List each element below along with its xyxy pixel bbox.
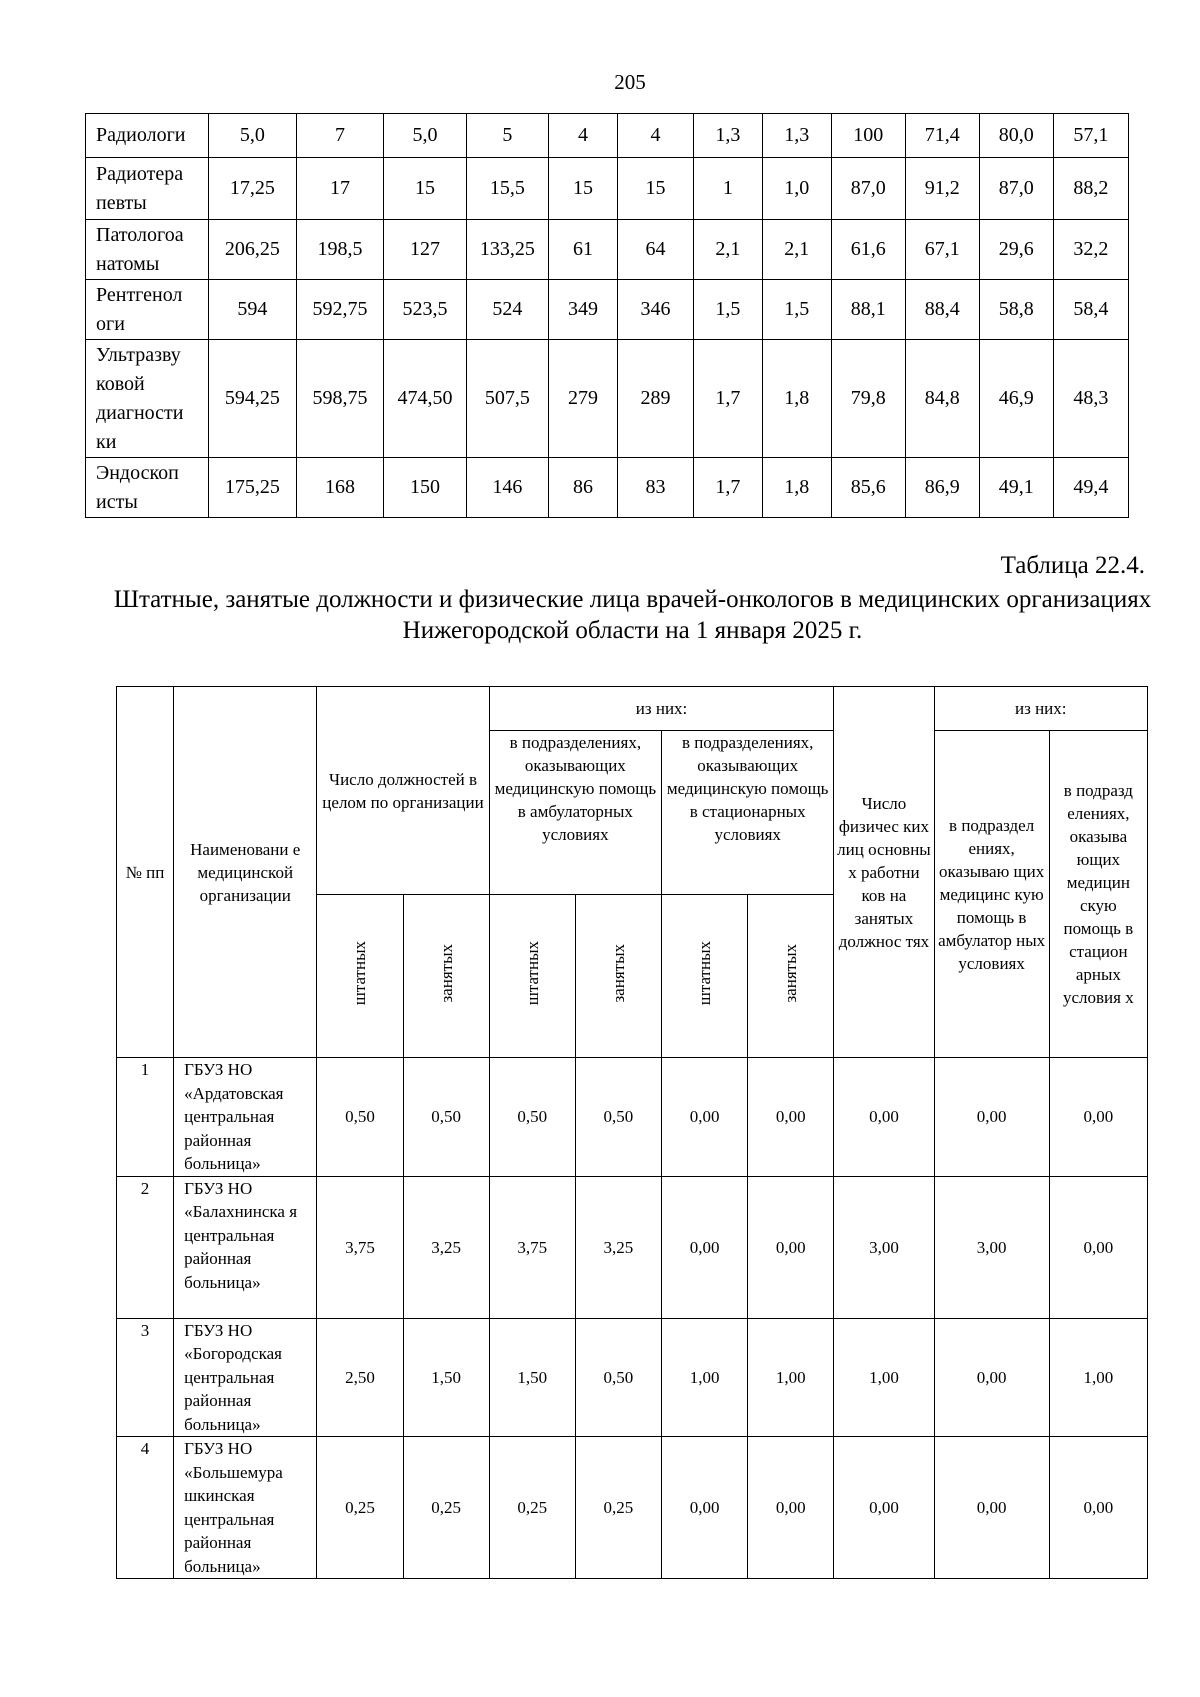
table-cell: 86 — [549, 458, 618, 518]
table-cell: 1,0 — [762, 158, 831, 220]
table-cell: 1,00 — [748, 1318, 834, 1437]
table-cell: 0,00 — [1049, 1437, 1147, 1579]
table-cell: 5,0 — [384, 114, 466, 158]
header-staff-ambulatory: штатных — [489, 895, 575, 1058]
header-phys-ambulatory: в подраздел ениях, оказываю щих медицинс кую помощь в амбулатор ных условиях — [934, 731, 1049, 1058]
row-label: Патологоа натомы — [86, 220, 209, 280]
table-row — [117, 1318, 1148, 1437]
table-cell: 15 — [617, 158, 693, 220]
header-num: № пп — [117, 687, 174, 1058]
table-cell: 0,00 — [662, 1437, 748, 1579]
table-cell: 48,3 — [1053, 340, 1128, 458]
table-cell: 3,75 — [489, 1176, 575, 1318]
table-cell: 598,75 — [296, 340, 384, 458]
header-of-them-persons: из них: — [934, 687, 1147, 731]
table-cell: 84,8 — [905, 340, 979, 458]
table-row — [117, 1058, 1148, 1177]
table-cell: 1,8 — [762, 340, 831, 458]
row-label: Радиологи — [86, 114, 209, 158]
table-cell: 146 — [466, 458, 548, 518]
table-cell: 88,1 — [831, 280, 905, 340]
table-cell: 0,00 — [1049, 1176, 1147, 1318]
table-cell: 0,50 — [403, 1058, 489, 1177]
table-cell: 80,0 — [979, 114, 1053, 158]
table-cell: 0,50 — [575, 1058, 661, 1177]
table-cell: 523,5 — [384, 280, 466, 340]
table-cell: 346 — [617, 280, 693, 340]
table-cell: 279 — [549, 340, 618, 458]
row-label: Эндоскоп исты — [86, 458, 209, 518]
table-caption: Таблица 22.4. — [1000, 552, 1145, 579]
table-cell: 67,1 — [905, 220, 979, 280]
table-cell: 0,25 — [403, 1437, 489, 1579]
table-cell: 3,00 — [934, 1176, 1049, 1318]
table-cell: 507,5 — [466, 340, 548, 458]
table-cell: 0,00 — [934, 1058, 1049, 1177]
table-cell: 206,25 — [209, 220, 297, 280]
table-cell: 0,00 — [934, 1318, 1049, 1437]
table-cell: 3,25 — [403, 1176, 489, 1318]
table-cell: 289 — [617, 340, 693, 458]
table-cell: 29,6 — [979, 220, 1053, 280]
table-cell: 87,0 — [979, 158, 1053, 220]
table-cell: 1,8 — [762, 458, 831, 518]
table-cell: 1,00 — [662, 1318, 748, 1437]
table-cell: 474,50 — [384, 340, 466, 458]
table-cell: 58,4 — [1053, 280, 1128, 340]
table-cell: 0,25 — [489, 1437, 575, 1579]
table-cell: 594,25 — [209, 340, 297, 458]
table-row — [86, 158, 1129, 220]
table-cell: 15,5 — [466, 158, 548, 220]
oncologists-table — [116, 686, 1148, 1579]
table-title: Штатные, занятые должности и физические лица врачей-онкологов в медицинских организациях Нижегородской области на 1 января 2025 г. — [113, 586, 1152, 644]
table-cell: 15 — [549, 158, 618, 220]
table-cell: 127 — [384, 220, 466, 280]
table-cell: 3,75 — [317, 1176, 403, 1318]
table-cell: 5,0 — [209, 114, 297, 158]
table-cell: 87,0 — [831, 158, 905, 220]
table-cell: 1,3 — [694, 114, 763, 158]
table-cell: 46,9 — [979, 340, 1053, 458]
table-cell: 86,9 — [905, 458, 979, 518]
table-cell: 524 — [466, 280, 548, 340]
table-cell: 3,00 — [834, 1176, 934, 1318]
table-cell: 0,00 — [748, 1437, 834, 1579]
header-positions-total: Число должностей в целом по организации — [317, 687, 489, 895]
header-phys-inpatient: в подразд елениях, оказыва ющих медицин скую помощь в стацион арных условия х — [1049, 731, 1147, 1058]
table-cell: 17,25 — [209, 158, 297, 220]
table-row — [117, 1437, 1148, 1579]
table-cell: 168 — [296, 458, 384, 518]
table-cell: 0,00 — [934, 1437, 1049, 1579]
table-cell: 133,25 — [466, 220, 548, 280]
table-cell: 4 — [549, 114, 618, 158]
table-cell: 0,25 — [575, 1437, 661, 1579]
table-cell: 49,1 — [979, 458, 1053, 518]
table-cell: 594 — [209, 280, 297, 340]
table-row — [117, 1176, 1148, 1318]
header-staff-total: штатных — [317, 895, 403, 1058]
table-cell: 1,3 — [762, 114, 831, 158]
table-cell: 0,00 — [748, 1058, 834, 1177]
table-cell: 49,4 — [1053, 458, 1128, 518]
table-cell: 1,5 — [762, 280, 831, 340]
table-cell: 2,50 — [317, 1318, 403, 1437]
header-occupied-inpatient: занятых — [748, 895, 834, 1058]
header-occupied-total: занятых — [403, 895, 489, 1058]
table-cell: 2,1 — [762, 220, 831, 280]
table-cell: 4 — [617, 114, 693, 158]
table-cell: 17 — [296, 158, 384, 220]
previous-table-continuation — [85, 113, 1129, 518]
table-cell: 1,50 — [489, 1318, 575, 1437]
table-cell: 88,4 — [905, 280, 979, 340]
table-cell: 0,00 — [834, 1437, 934, 1579]
table-cell: 1,00 — [1049, 1318, 1147, 1437]
organization-name: ГБУЗ НО «Богородская центральная районная больница» — [174, 1318, 317, 1437]
table-cell: 1,5 — [694, 280, 763, 340]
organization-name: ГБУЗ НО «Балахнинска я центральная районная больница» — [174, 1176, 317, 1318]
table-row — [86, 220, 1129, 280]
row-label: Радиотера певты — [86, 158, 209, 220]
table-cell: 0,50 — [489, 1058, 575, 1177]
table-cell: 64 — [617, 220, 693, 280]
table-row — [86, 340, 1129, 458]
table-cell: 57,1 — [1053, 114, 1128, 158]
header-of-them-positions: из них: — [489, 687, 834, 731]
table-row — [86, 458, 1129, 518]
row-number: 1 — [117, 1058, 174, 1177]
table-cell: 0,00 — [662, 1176, 748, 1318]
table-cell: 83 — [617, 458, 693, 518]
table-cell: 0,00 — [834, 1058, 934, 1177]
page-number: 205 — [614, 70, 646, 94]
table-cell: 1,00 — [834, 1318, 934, 1437]
organization-name: ГБУЗ НО «Большемура шкинская центральная районная больница» — [174, 1437, 317, 1579]
table-cell: 0,00 — [1049, 1058, 1147, 1177]
table-cell: 0,25 — [317, 1437, 403, 1579]
row-number: 4 — [117, 1437, 174, 1579]
header-ambulatory: в подразделениях, оказывающих медицинскую помощь в амбулаторных условиях — [489, 731, 661, 895]
header-org-name: Наименовани е медицинской организации — [174, 687, 317, 1058]
table-cell: 71,4 — [905, 114, 979, 158]
table-cell: 1,7 — [694, 458, 763, 518]
table-cell: 5 — [466, 114, 548, 158]
table-cell: 0,00 — [748, 1176, 834, 1318]
table-cell: 0,50 — [575, 1318, 661, 1437]
table-row — [86, 114, 1129, 158]
table-cell: 91,2 — [905, 158, 979, 220]
table-cell: 7 — [296, 114, 384, 158]
table-cell: 15 — [384, 158, 466, 220]
header-inpatient: в подразделениях, оказывающих медицинскую помощь в стационарных условиях — [662, 731, 834, 895]
table-cell: 61,6 — [831, 220, 905, 280]
header-staff-inpatient: штатных — [662, 895, 748, 1058]
row-number: 2 — [117, 1176, 174, 1318]
row-label: Ультразву ковой диагности ки — [86, 340, 209, 458]
table-row — [86, 280, 1129, 340]
table-cell: 1,50 — [403, 1318, 489, 1437]
table-cell: 32,2 — [1053, 220, 1128, 280]
table-cell: 1,7 — [694, 340, 763, 458]
organization-name: ГБУЗ НО «Ардатовская центральная районная больница» — [174, 1058, 317, 1177]
row-label: Рентгенол оги — [86, 280, 209, 340]
table-cell: 85,6 — [831, 458, 905, 518]
table-cell: 150 — [384, 458, 466, 518]
table-cell: 349 — [549, 280, 618, 340]
table-cell: 2,1 — [694, 220, 763, 280]
table-cell: 79,8 — [831, 340, 905, 458]
table-cell: 0,00 — [662, 1058, 748, 1177]
header-physical-persons: Число физичес ких лиц основны х работни ков на занятых должнос тях — [834, 687, 934, 1058]
table-cell: 88,2 — [1053, 158, 1128, 220]
table-cell: 198,5 — [296, 220, 384, 280]
table-cell: 0,50 — [317, 1058, 403, 1177]
table-cell: 1 — [694, 158, 763, 220]
header-occupied-ambulatory: занятых — [575, 895, 661, 1058]
table-cell: 58,8 — [979, 280, 1053, 340]
table-cell: 100 — [831, 114, 905, 158]
row-number: 3 — [117, 1318, 174, 1437]
table-cell: 592,75 — [296, 280, 384, 340]
table-cell: 3,25 — [575, 1176, 661, 1318]
table-cell: 175,25 — [209, 458, 297, 518]
table-cell: 61 — [549, 220, 618, 280]
